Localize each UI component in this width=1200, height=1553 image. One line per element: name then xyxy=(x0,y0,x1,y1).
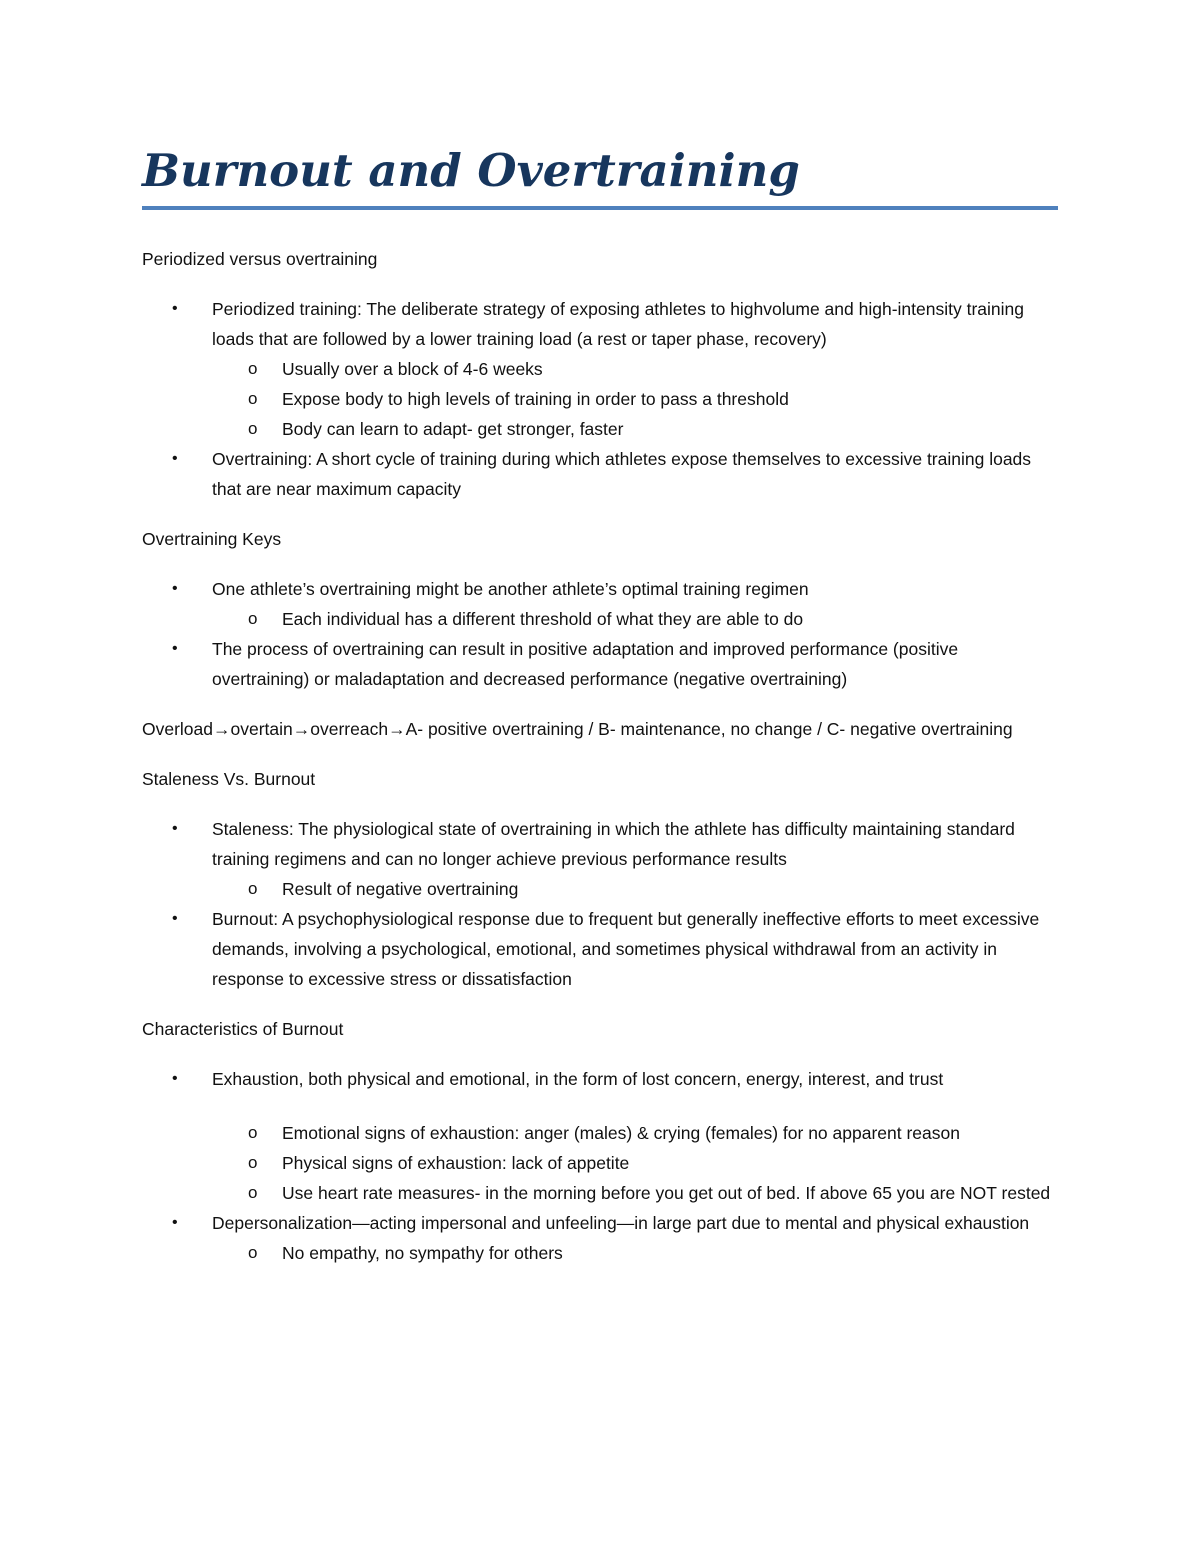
list-item-text: Periodized training: The deliberate strategy of exposing athletes to highvolume and high-intensity training loads that are followed by a lower training load (a rest or taper phase, recovery) xyxy=(212,299,1024,349)
section-heading: Overload→overtain→overreach→A- positive overtraining / B- maintenance, no change / C- negative overtraining xyxy=(142,719,1013,739)
circle-bullet-marker: o xyxy=(248,419,258,438)
list-item xyxy=(142,1208,1058,1238)
bullet-marker: • xyxy=(172,580,178,597)
sub-list-item xyxy=(142,414,1058,444)
bullet-marker: • xyxy=(172,910,178,927)
sub-list-item xyxy=(142,1178,1058,1208)
document-body xyxy=(142,244,1058,1268)
circle-bullet-marker: o xyxy=(248,1243,258,1262)
bullet-list xyxy=(142,294,1058,504)
sub-list-item xyxy=(142,1238,1058,1268)
list-item-text: One athlete’s overtraining might be another athlete’s optimal training regimen xyxy=(212,579,809,599)
list-item-text: No empathy, no sympathy for others xyxy=(282,1243,563,1263)
circle-bullet-marker: o xyxy=(248,879,258,898)
sub-list-item xyxy=(142,1118,1058,1148)
section-heading: Characteristics of Burnout xyxy=(142,1019,344,1039)
bullet-marker: • xyxy=(172,820,178,837)
circle-bullet-marker: o xyxy=(248,1123,258,1142)
list-item-text: Body can learn to adapt- get stronger, faster xyxy=(282,419,624,439)
list-item xyxy=(142,904,1058,994)
section-heading: Overtraining Keys xyxy=(142,529,282,549)
document-title: Burnout and Overtraining xyxy=(142,144,800,197)
list-spacer xyxy=(142,1094,1058,1118)
circle-bullet-marker: o xyxy=(248,1153,258,1172)
list-item xyxy=(142,634,1058,694)
sub-list-item xyxy=(142,874,1058,904)
list-item-text: Emotional signs of exhaustion: anger (males) & crying (females) for no apparent reason xyxy=(282,1123,960,1143)
document-page xyxy=(142,140,1058,1288)
list-item xyxy=(142,814,1058,874)
list-item-text: Burnout: A psychophysiological response due to frequent but generally ineffective efforts to meet excessive demands, involving a psychological, emotional, and sometimes physical withdrawal from an activity in response to excessive stress or dissatisfaction xyxy=(212,909,1040,989)
list-item xyxy=(142,444,1058,504)
sub-list-item xyxy=(142,1148,1058,1178)
list-item xyxy=(142,294,1058,354)
bullet-list xyxy=(142,1064,1058,1268)
list-item-text: Expose body to high levels of training in order to pass a threshold xyxy=(282,389,789,409)
circle-bullet-marker: o xyxy=(248,1183,258,1202)
bullet-list xyxy=(142,574,1058,694)
bullet-marker: • xyxy=(172,450,178,467)
sub-list-item xyxy=(142,384,1058,414)
bullet-marker: • xyxy=(172,300,178,317)
list-item-text: Overtraining: A short cycle of training during which athletes expose themselves to excessive training loads that are near maximum capacity xyxy=(212,449,1032,499)
list-item-text: The process of overtraining can result in positive adaptation and improved performance (positive overtraining) or maladaptation and decreased performance (negative overtraining) xyxy=(212,639,959,689)
title-underline xyxy=(142,206,1058,210)
list-item-text: Result of negative overtraining xyxy=(282,879,519,899)
circle-bullet-marker: o xyxy=(248,609,258,628)
list-item-text: Physical signs of exhaustion: lack of appetite xyxy=(282,1153,630,1173)
list-item xyxy=(142,574,1058,604)
bullet-marker: • xyxy=(172,1214,178,1231)
list-item-text: Use heart rate measures- in the morning before you get out of bed. If above 65 you are NOT rested xyxy=(282,1183,1051,1203)
bullet-marker: • xyxy=(172,640,178,657)
section-heading: Staleness Vs. Burnout xyxy=(142,769,316,789)
bullet-marker: • xyxy=(172,1070,178,1087)
list-item-text: Exhaustion, both physical and emotional, in the form of lost concern, energy, interest, and trust xyxy=(212,1069,944,1089)
sub-list-item xyxy=(142,354,1058,384)
bullet-list xyxy=(142,814,1058,994)
list-item-text: Depersonalization—acting impersonal and unfeeling—in large part due to mental and physical exhaustion xyxy=(212,1213,1030,1233)
list-item-text: Each individual has a different threshold of what they are able to do xyxy=(282,609,804,629)
sub-list-item xyxy=(142,604,1058,634)
list-item-text: Usually over a block of 4-6 weeks xyxy=(282,359,543,379)
list-item xyxy=(142,1064,1058,1094)
circle-bullet-marker: o xyxy=(248,359,258,378)
list-item-text: Staleness: The physiological state of overtraining in which the athlete has difficulty maintaining standard training regimens and can no longer achieve previous performance results xyxy=(212,819,1015,869)
section-heading: Periodized versus overtraining xyxy=(142,249,378,269)
circle-bullet-marker: o xyxy=(248,389,258,408)
